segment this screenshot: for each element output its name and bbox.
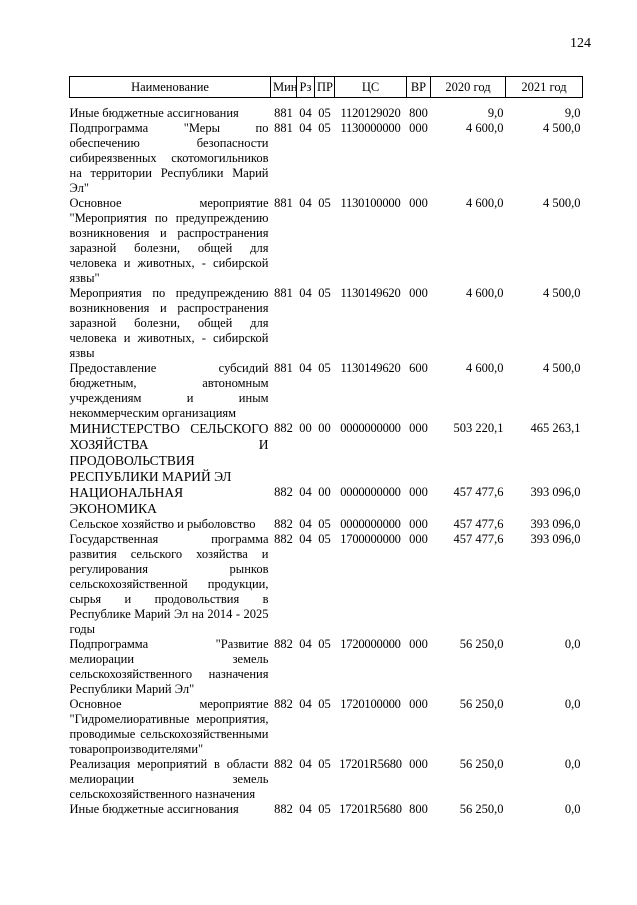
- row-2020: 4 600,0: [466, 361, 504, 375]
- row-name: НАЦИОНАЛЬНАЯ ЭКОНОМИКА: [69, 485, 184, 516]
- table-row: [70, 532, 583, 637]
- row-rz: 04: [299, 637, 312, 651]
- table-body: [70, 98, 583, 818]
- row-min: 882: [274, 532, 293, 546]
- row-cs: 0000000000: [340, 517, 401, 531]
- row-min: 882: [274, 517, 293, 531]
- row-min: 882: [274, 421, 293, 435]
- row-vr: 600: [409, 361, 428, 375]
- row-pr: 05: [318, 286, 331, 300]
- row-2021: 4 500,0: [543, 121, 581, 135]
- row-2020: 4 600,0: [466, 121, 504, 135]
- row-min: 881: [274, 106, 293, 120]
- row-min: 882: [274, 637, 293, 651]
- table-row: [70, 517, 583, 532]
- row-2021: 9,0: [564, 106, 581, 120]
- row-2020: 9,0: [487, 106, 504, 120]
- row-2020: 457 477,6: [453, 485, 504, 499]
- row-pr: 05: [318, 532, 331, 546]
- row-2020: 4 600,0: [466, 286, 504, 300]
- row-rz: 04: [299, 121, 312, 135]
- row-2021: 393 096,0: [530, 517, 581, 531]
- row-2021: 393 096,0: [530, 532, 581, 546]
- row-cs: 17201R5680: [339, 802, 402, 816]
- row-cs: 1130149620: [340, 286, 401, 300]
- row-min: 881: [274, 361, 293, 375]
- header-vr: ВР: [407, 77, 431, 98]
- row-min: 882: [274, 485, 293, 499]
- row-2020: 457 477,6: [453, 517, 504, 531]
- row-cs: 1700000000: [340, 532, 401, 546]
- header-2021: 2021 год: [506, 77, 583, 98]
- row-vr: 800: [409, 802, 428, 816]
- row-cs: 1120129020: [340, 106, 401, 120]
- table-row: [70, 361, 583, 421]
- row-name: Реализация мероприятий в области мелиорации земель сельскохозяйственного назначения: [69, 757, 269, 801]
- row-min: 882: [274, 697, 293, 711]
- row-2021: 393 096,0: [530, 485, 581, 499]
- row-rz: 00: [299, 421, 312, 435]
- row-2021: 465 263,1: [530, 421, 581, 435]
- budget-table: [69, 76, 583, 817]
- row-name: Иные бюджетные ассигнования: [69, 106, 239, 120]
- row-vr: 000: [409, 286, 428, 300]
- row-name: Иные бюджетные ассигнования: [69, 802, 239, 816]
- row-2020: 457 477,6: [453, 532, 504, 546]
- row-min: 882: [274, 802, 293, 816]
- row-2020: 56 250,0: [459, 757, 504, 771]
- row-cs: 1720000000: [340, 637, 401, 651]
- row-vr: 000: [409, 757, 428, 771]
- row-2021: 4 500,0: [543, 361, 581, 375]
- row-vr: 800: [409, 106, 428, 120]
- row-name: Подпрограмма "Меры по обеспечению безопасности сибиреязвенных скотомогильников на территории Республики Марий Эл": [69, 121, 269, 195]
- header-min: Мин: [271, 77, 297, 98]
- header-name: Наименование: [70, 77, 271, 98]
- row-2020: 56 250,0: [459, 802, 504, 816]
- table-row: [70, 421, 583, 485]
- table-row: [70, 757, 583, 802]
- row-pr: 05: [318, 196, 331, 210]
- row-cs: 1130000000: [340, 121, 401, 135]
- row-cs: 1720100000: [340, 697, 401, 711]
- row-2021: 0,0: [564, 757, 581, 771]
- row-vr: 000: [409, 121, 428, 135]
- table-row: [70, 98, 583, 122]
- row-rz: 04: [299, 196, 312, 210]
- row-2021: 4 500,0: [543, 196, 581, 210]
- row-2021: 0,0: [564, 802, 581, 816]
- row-vr: 000: [409, 196, 428, 210]
- row-name: МИНИСТЕРСТВО СЕЛЬСКОГО ХОЗЯЙСТВА И ПРОДОВОЛЬСТВИЯ РЕСПУБЛИКИ МАРИЙ ЭЛ: [69, 421, 269, 484]
- row-rz: 04: [299, 517, 312, 531]
- row-name: Государственная программа развития сельского хозяйства и регулирования рынков сельскохозяйственной продукции, сырья и продовольствия в Республике Марий Эл на 2014 - 2025 годы: [69, 532, 269, 636]
- row-vr: 000: [409, 485, 428, 499]
- row-pr: 05: [318, 757, 331, 771]
- row-2021: 0,0: [564, 637, 581, 651]
- row-2021: 0,0: [564, 697, 581, 711]
- header-rz: Рз: [297, 77, 315, 98]
- row-2021: 4 500,0: [543, 286, 581, 300]
- page-number: 124: [570, 36, 591, 51]
- row-rz: 04: [299, 485, 312, 499]
- table-row: [70, 637, 583, 697]
- row-pr: 05: [318, 637, 331, 651]
- row-pr: 05: [318, 517, 331, 531]
- row-rz: 04: [299, 697, 312, 711]
- row-name: Основное мероприятие "Мероприятия по предупреждению возникновения и распространения заразной болезни, общей для человека и животных, - сибирской язвы": [69, 196, 269, 285]
- row-rz: 04: [299, 802, 312, 816]
- row-cs: 17201R5680: [339, 757, 402, 771]
- row-rz: 04: [299, 286, 312, 300]
- row-pr: 05: [318, 121, 331, 135]
- row-2020: 503 220,1: [453, 421, 504, 435]
- row-min: 881: [274, 286, 293, 300]
- row-vr: 000: [409, 532, 428, 546]
- row-name: Подпрограмма "Развитие мелиорации земель сельскохозяйственного назначения Республики Марий Эл": [69, 637, 269, 696]
- row-name: Основное мероприятие "Гидромелиоративные мероприятия, проводимые сельскохозяйственными товаропроизводителями": [69, 697, 269, 756]
- row-cs: 0000000000: [340, 421, 401, 435]
- row-name: Сельское хозяйство и рыболовство: [69, 517, 256, 531]
- row-rz: 04: [299, 106, 312, 120]
- row-pr: 05: [318, 106, 331, 120]
- header-cs: ЦС: [335, 77, 407, 98]
- row-cs: 0000000000: [340, 485, 401, 499]
- row-name: Мероприятия по предупреждению возникновения и распространения заразной болезни, общей для человека и животных, - сибирской язвы: [69, 286, 269, 360]
- row-vr: 000: [409, 697, 428, 711]
- header-2020: 2020 год: [431, 77, 506, 98]
- row-pr: 05: [318, 802, 331, 816]
- table-row: [70, 697, 583, 757]
- row-2020: 56 250,0: [459, 637, 504, 651]
- row-rz: 04: [299, 757, 312, 771]
- table-row: [70, 802, 583, 817]
- row-min: 881: [274, 121, 293, 135]
- table-row: [70, 196, 583, 286]
- table-row: [70, 121, 583, 196]
- row-cs: 1130149620: [340, 361, 401, 375]
- row-rz: 04: [299, 361, 312, 375]
- row-cs: 1130100000: [340, 196, 401, 210]
- row-min: 882: [274, 757, 293, 771]
- row-min: 881: [274, 196, 293, 210]
- row-vr: 000: [409, 637, 428, 651]
- row-2020: 56 250,0: [459, 697, 504, 711]
- row-pr: 00: [318, 485, 331, 499]
- table-row: [70, 286, 583, 361]
- row-rz: 04: [299, 532, 312, 546]
- row-pr: 05: [318, 697, 331, 711]
- row-vr: 000: [409, 421, 428, 435]
- row-pr: 05: [318, 361, 331, 375]
- table-header: [70, 77, 583, 98]
- row-pr: 00: [318, 421, 331, 435]
- row-vr: 000: [409, 517, 428, 531]
- row-2020: 4 600,0: [466, 196, 504, 210]
- table-row: [70, 485, 583, 517]
- header-pr: ПР: [315, 77, 335, 98]
- row-name: Предоставление субсидий бюджетным, автономным учреждениям и иным некоммерческим организациям: [69, 361, 269, 420]
